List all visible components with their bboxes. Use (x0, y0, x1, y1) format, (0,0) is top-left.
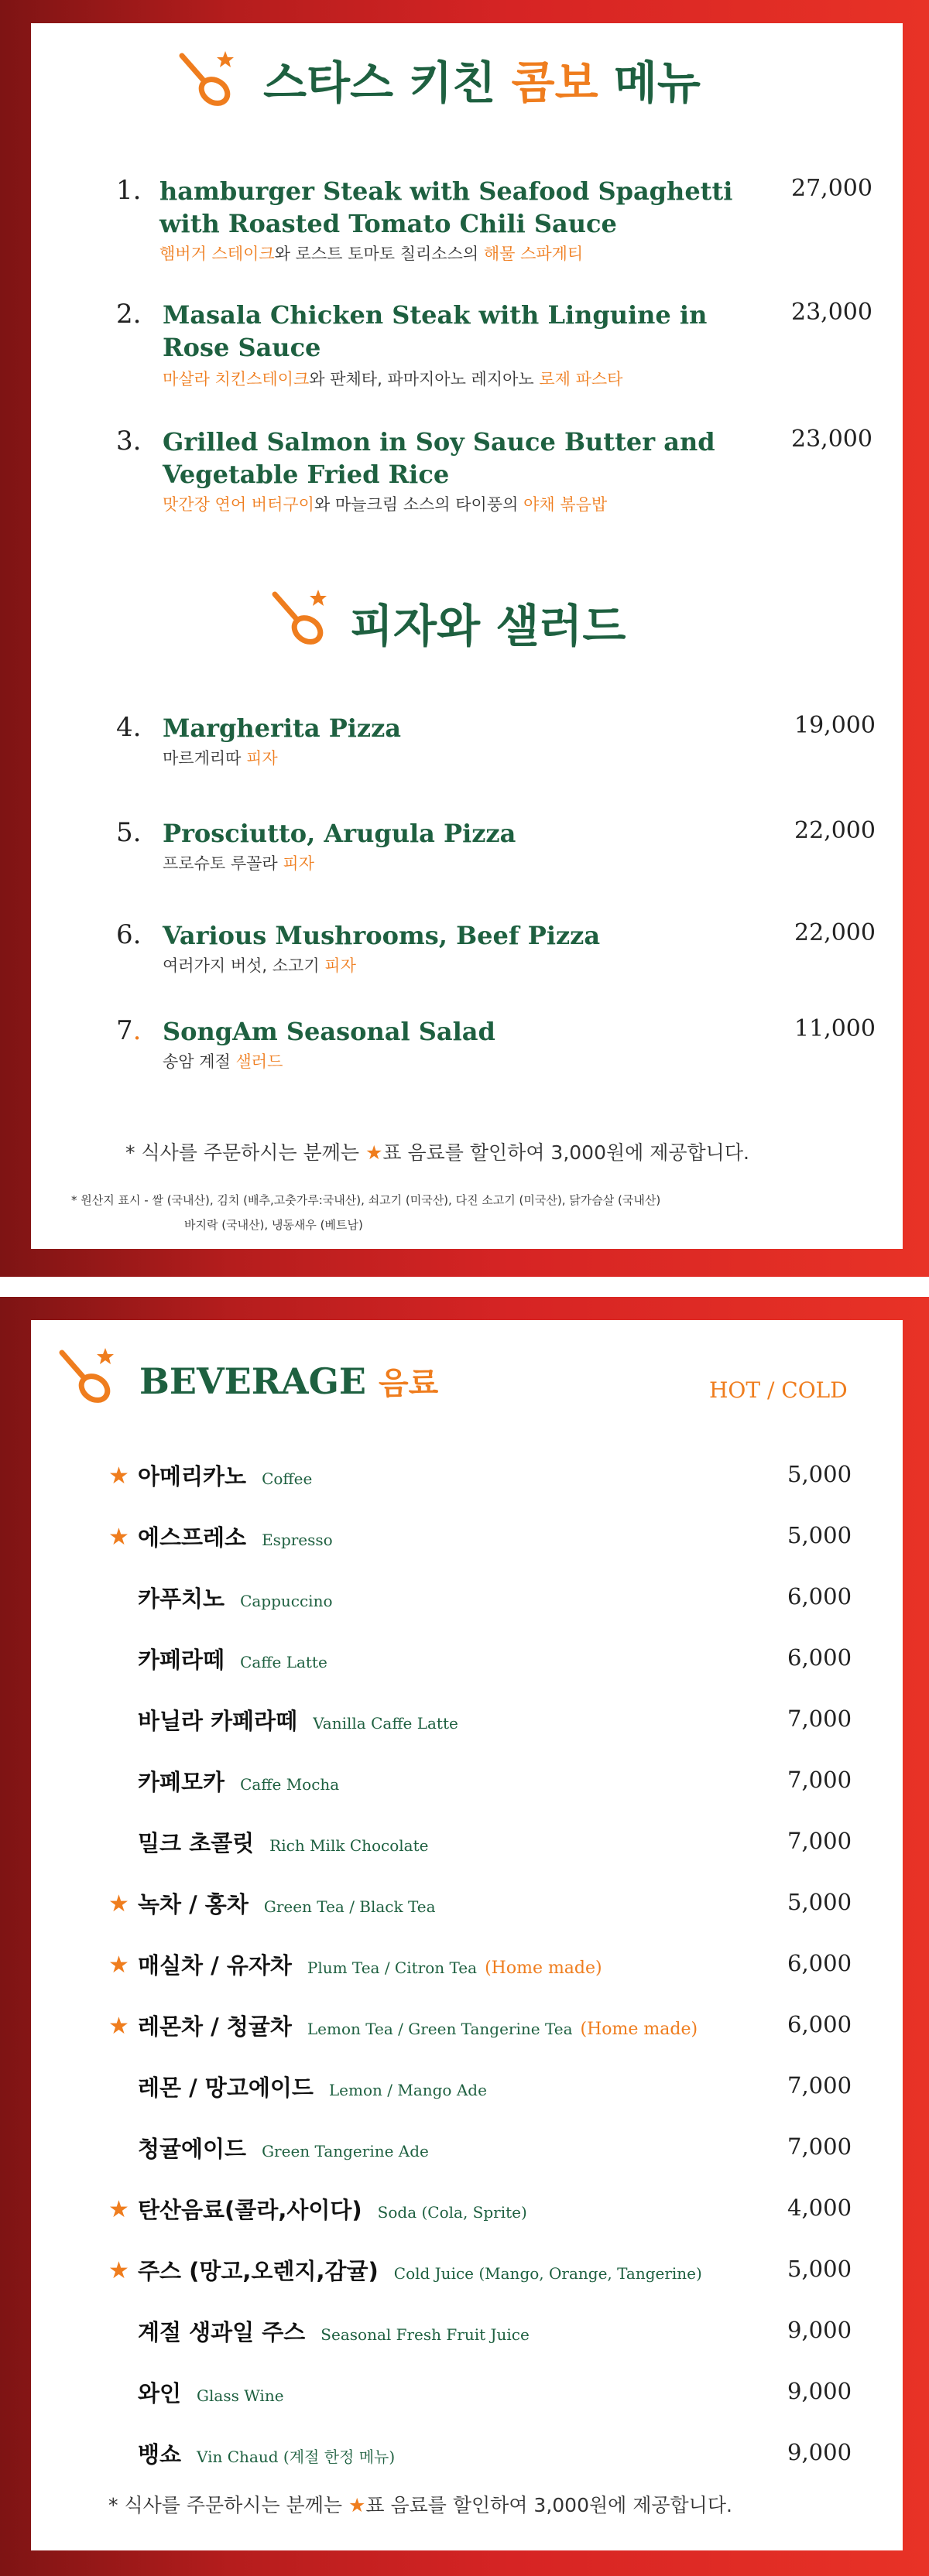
beverage-name: 와인 Glass Wine (138, 2380, 284, 2407)
beverage-price: 6,000 (787, 1583, 852, 1610)
beverage-name: 밀크 초콜릿 Rich Milk Chocolate (138, 1830, 429, 1856)
item-number: 7. (116, 1015, 142, 1046)
star-icon: ★ (365, 1141, 383, 1164)
beverage-name: 주스 (망고,오렌지,감귤) Cold Juice (Mango, Orange, Tangerine) (138, 2258, 702, 2284)
menu-item-5 (116, 817, 890, 871)
item-price: 22,000 (794, 919, 876, 946)
beverage-english-name: Glass Wine (197, 2386, 284, 2405)
beverage-english-name: Cappuccino (240, 1592, 333, 1610)
beverage-english-name: Caffe Mocha (240, 1775, 340, 1794)
beverage-row (77, 1582, 852, 1613)
item-number: 1. (116, 175, 142, 206)
beverage-row (77, 1948, 852, 1979)
star-icon: ★ (108, 1524, 129, 1551)
beverage-name: 계절 생과일 주스 Seasonal Fresh Fruit Juice (138, 2319, 530, 2345)
star-icon: ★ (108, 1952, 129, 1979)
food-menu-card (31, 23, 903, 1249)
beverage-name: 녹차 / 홍차 Green Tea / Black Tea (138, 1891, 436, 1917)
item-english-name: Various Mushrooms, Beef Pizza (163, 921, 601, 950)
item-number: 5. (116, 817, 142, 848)
star-icon: ★ (108, 2257, 129, 2284)
beverage-menu-card (31, 1320, 903, 2550)
beverage-price: 5,000 (787, 1522, 852, 1548)
beverage-row (77, 2315, 852, 2346)
beverage-price: 9,000 (787, 2378, 852, 2404)
beverage-row (77, 2071, 852, 2102)
beverage-english-name: Rich Milk Chocolate (269, 1836, 429, 1855)
beverage-english-name: Vin Chaud (계절 한정 메뉴) (197, 2448, 396, 2466)
star-icon: ★ (108, 2013, 129, 2040)
pizza-section-title: 피자와 샐러드 (350, 600, 626, 652)
beverage-row (77, 1887, 852, 1918)
item-english-name: Grilled Salmon in Soy Sauce Butter and Vegetable Fried Rice (163, 427, 715, 489)
beverage-english-name: Soda (Cola, Sprite) (377, 2203, 527, 2222)
beverage-english-name: Green Tea / Black Tea (263, 1897, 436, 1916)
beverage-name: 바닐라 카페라떼 Vanilla Caffe Latte (138, 1708, 458, 1734)
beverage-name: 아메리카노 Coffee (138, 1463, 313, 1490)
beverage-price: 7,000 (787, 2133, 852, 2160)
beverage-row (77, 1521, 852, 1551)
beverage-row (77, 2376, 852, 2407)
beverage-row (77, 2254, 852, 2285)
beverage-row (77, 2193, 852, 2224)
origin-note-line1: * 원산지 표시 - 쌀 (국내산), 김치 (배추,고춧가루:국내산), 쇠고기 (미국산), 다진 소고기 (미국산), 닭가슴살 (국내산) (71, 1193, 661, 1207)
menu-item-2 (116, 299, 890, 388)
beverage-row (77, 2010, 852, 2041)
beverage-price: 9,000 (787, 2317, 852, 2343)
item-english-name: Masala Chicken Steak with Linguine in Rose Sauce (163, 300, 708, 362)
beverage-section-title: BEVERAGE 음료 (139, 1360, 439, 1402)
combo-section-title: 스타스 키친 콤보 메뉴 (263, 56, 701, 109)
item-english-name: SongAm Seasonal Salad (163, 1017, 495, 1046)
beverage-price: 7,000 (787, 1767, 852, 1793)
item-price: 23,000 (791, 426, 872, 453)
item-english-name: Margherita Pizza (163, 713, 401, 743)
beverage-price: 6,000 (787, 1644, 852, 1671)
item-korean-desc: 송암 계절 샐러드 (163, 1052, 283, 1071)
item-korean-desc: 맛간장 연어 버터구이와 마늘크림 소스의 타이풍의 야채 볶음밥 (163, 495, 608, 514)
item-english-name: hamburger Steak with Seafood Spaghetti with Roasted Tomato Chili Sauce (159, 176, 733, 238)
menu-item-3 (116, 426, 890, 514)
beverage-english-name: Plum Tea / Citron Tea (307, 1959, 478, 1977)
beverage-row (77, 2437, 852, 2468)
beverage-price: 7,000 (787, 1705, 852, 1732)
beverage-price: 5,000 (787, 2256, 852, 2282)
item-korean-desc: 마살라 치킨스테이크와 판체타, 파마지아노 레지아노 로제 파스타 (163, 370, 623, 388)
item-number: 2. (116, 299, 142, 330)
item-price: 23,000 (791, 299, 872, 326)
beverage-name: 카푸치노 Cappuccino (138, 1586, 333, 1612)
beverage-row (77, 2132, 852, 2163)
beverage-price: 5,000 (787, 1889, 852, 1915)
beverage-name: 뱅쇼 Vin Chaud (계절 한정 메뉴) (138, 2441, 396, 2468)
beverage-row (77, 1765, 852, 1796)
beverage-name: 에스프레소 Espresso (138, 1524, 333, 1551)
menu-item-1 (116, 175, 890, 263)
beverage-english-name: Caffe Latte (240, 1653, 327, 1671)
beverage-price: 9,000 (787, 2439, 852, 2465)
beverage-price: 7,000 (787, 2072, 852, 2099)
beverage-name: 카페라떼 Caffe Latte (138, 1647, 327, 1673)
star-icon: ★ (108, 1462, 129, 1490)
item-number: 4. (116, 712, 142, 743)
item-price: 11,000 (794, 1015, 876, 1042)
menu-item-4 (116, 712, 890, 766)
beverage-price: 6,000 (787, 2011, 852, 2037)
menu-item-6 (116, 919, 890, 973)
item-price: 22,000 (794, 817, 876, 844)
discount-note: * 식사를 주문하시는 분께는 ★표 음료를 할인하여 3,000원에 제공합니다. (125, 1141, 749, 1164)
beverage-english-name: Lemon / Mango Ade (328, 2081, 487, 2099)
beverage-name: 매실차 / 유자차 Plum Tea / Citron Tea (Home made) (138, 1952, 602, 1979)
star-icon: ★ (108, 2196, 129, 2223)
item-price: 19,000 (794, 712, 876, 739)
item-korean-desc: 마르게리따 피자 (163, 749, 278, 768)
beverage-row (77, 1459, 852, 1490)
item-number: 6. (116, 919, 142, 950)
beverage-english-name: Vanilla Caffe Latte (313, 1714, 458, 1733)
discount-note: * 식사를 주문하시는 분께는 ★표 음료를 할인하여 3,000원에 제공합니다. (108, 2494, 732, 2516)
beverage-name: 레몬 / 망고에이드 Lemon / Mango Ade (138, 2075, 487, 2101)
beverage-english-name: Espresso (262, 1531, 333, 1549)
beverage-name: 탄산음료(콜라,사이다) Soda (Cola, Sprite) (138, 2197, 527, 2223)
beverage-name: 레몬차 / 청귤차 Lemon Tea / Green Tangerine Tea (Home made) (138, 2013, 698, 2040)
item-korean-desc: 여러가지 버섯, 소고기 피자 (163, 956, 356, 975)
beverage-price: 6,000 (787, 1950, 852, 1976)
origin-note-line2: 바지락 (국내산), 냉동새우 (베트남) (184, 1218, 363, 1232)
beverage-row (77, 1826, 852, 1857)
item-number: 3. (116, 426, 142, 457)
ladle-icon (267, 585, 334, 652)
home-made-label: (Home made) (485, 1959, 602, 1978)
item-korean-desc: 프로슈토 루꼴라 피자 (163, 854, 314, 873)
item-korean-desc: 햄버거 스테이크와 로스트 토마토 칠리소스의 해물 스파게티 (159, 245, 584, 263)
beverage-english-name: Green Tangerine Ade (262, 2142, 429, 2160)
beverage-name: 청귤에이드 Green Tangerine Ade (138, 2136, 429, 2162)
beverage-price: 7,000 (787, 1828, 852, 1854)
beverage-english-name: Coffee (262, 1469, 313, 1488)
hot-cold-label: HOT / COLD (709, 1377, 848, 1403)
beverage-english-name: Lemon Tea / Green Tangerine Tea (307, 2020, 573, 2038)
item-price: 27,000 (791, 175, 872, 202)
star-icon: ★ (108, 1890, 129, 1917)
ladle-icon (54, 1343, 121, 1410)
beverage-price: 4,000 (787, 2195, 852, 2221)
beverage-name: 카페모카 Caffe Mocha (138, 1769, 340, 1795)
item-english-name: Prosciutto, Arugula Pizza (163, 819, 516, 848)
ladle-icon (174, 46, 241, 113)
beverage-row (77, 1643, 852, 1674)
home-made-label: (Home made) (580, 2020, 698, 2039)
beverage-english-name: Cold Juice (Mango, Orange, Tangerine) (393, 2264, 702, 2283)
beverage-row (77, 1704, 852, 1735)
menu-item-7 (116, 1015, 890, 1069)
beverage-english-name: Seasonal Fresh Fruit Juice (321, 2325, 530, 2344)
beverage-price: 5,000 (787, 1461, 852, 1487)
star-icon: ★ (348, 2494, 366, 2516)
